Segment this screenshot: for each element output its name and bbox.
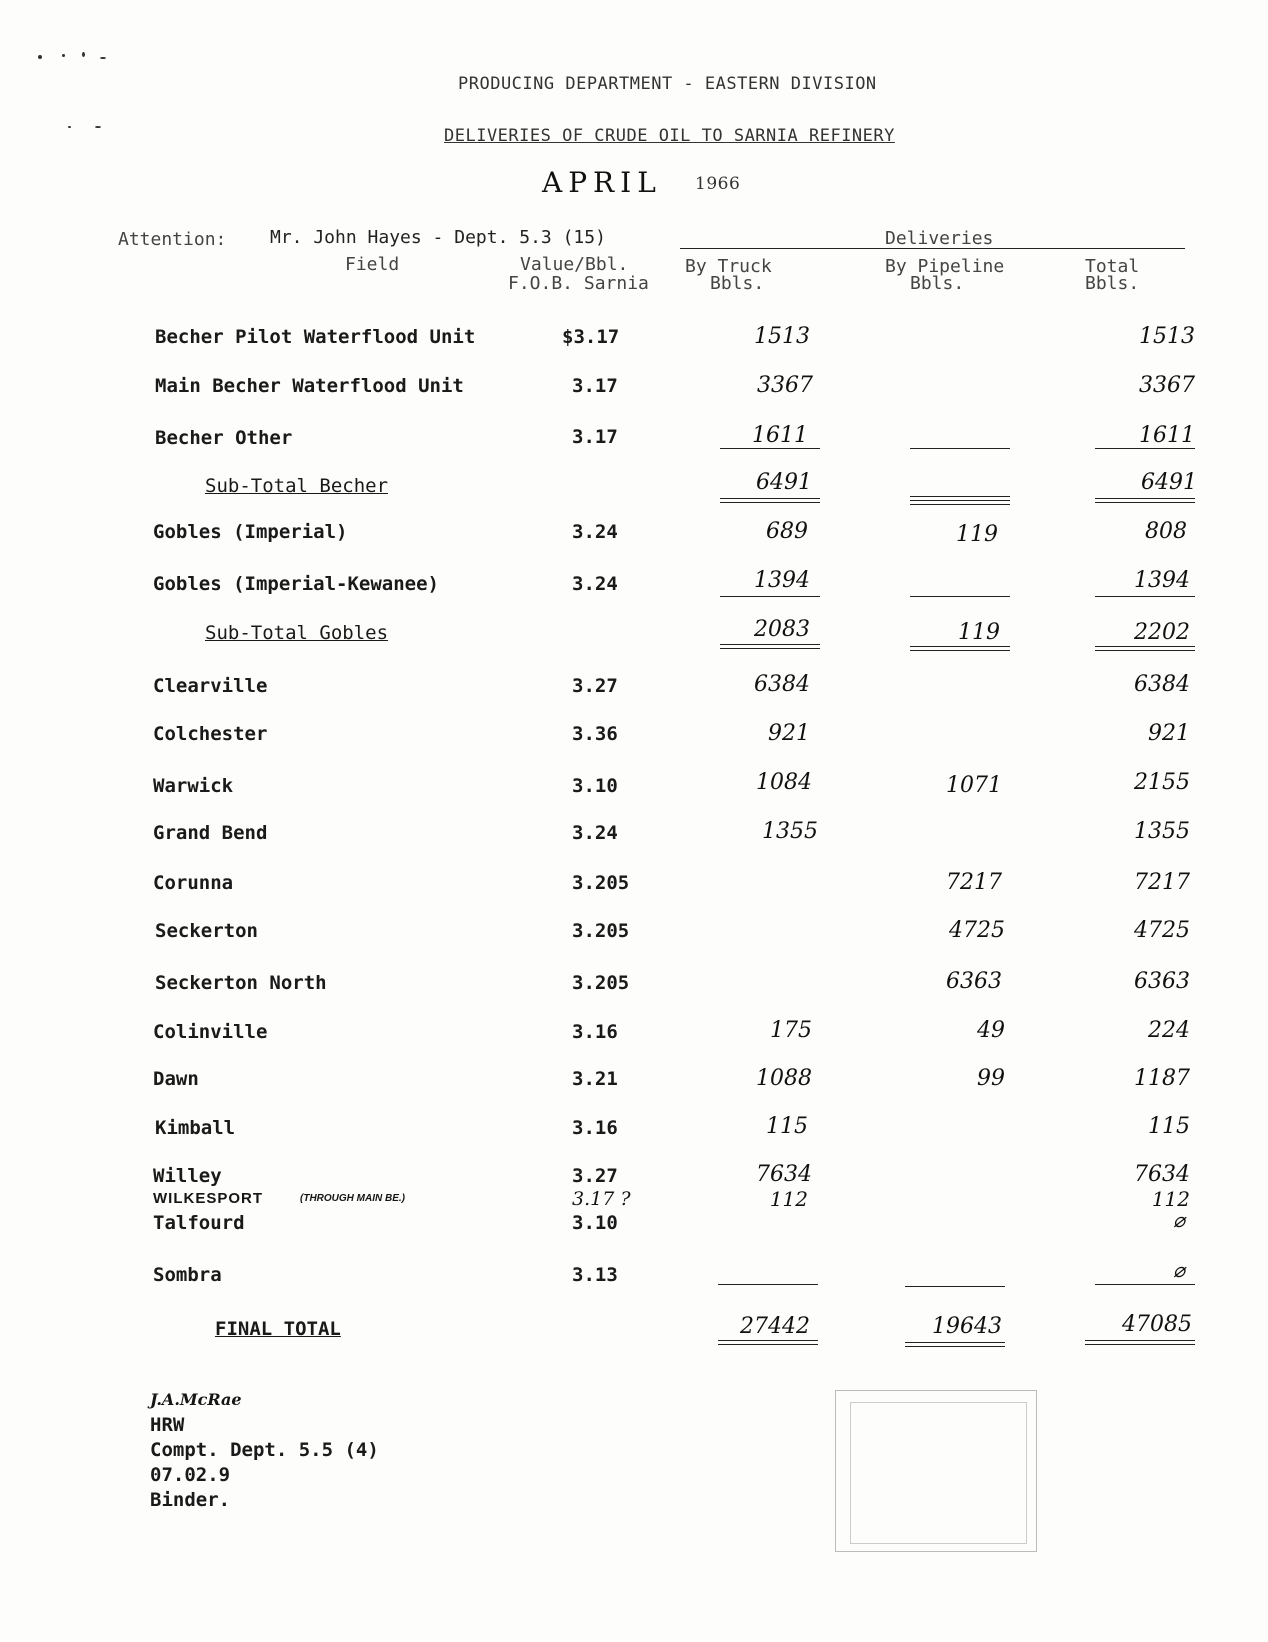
row-field: Seckerton North [155, 972, 327, 994]
row-total: 808 [1145, 519, 1187, 544]
subtotal-total: 2202 [1134, 620, 1190, 645]
row-truck: 1088 [756, 1066, 812, 1091]
row-pipeline: 119 [956, 522, 998, 547]
faint-stamp-inner [850, 1402, 1027, 1544]
col-field: Field [345, 254, 400, 275]
row-value: 3.16 [572, 1021, 618, 1043]
subtotal-label: Sub-Total Becher [205, 475, 389, 497]
row-field: Warwick [153, 775, 234, 797]
row-value: 3.13 [572, 1264, 618, 1286]
report-month: APRIL [542, 166, 662, 199]
col-pipeline-l1: By Pipeline [885, 256, 1005, 277]
row-pipeline: 1071 [946, 773, 1002, 798]
row-total: 1355 [1134, 819, 1190, 844]
row-truck: 7634 [756, 1162, 812, 1187]
row-truck: 112 [769, 1187, 808, 1211]
row-field: Sombra [153, 1264, 222, 1286]
row-truck: 1355 [762, 819, 818, 844]
row-field: Willey [153, 1165, 222, 1187]
report-title: DELIVERIES OF CRUDE OIL TO SARNIA REFINERY [444, 126, 895, 146]
row-value: 3.21 [572, 1068, 618, 1090]
row-total: 1513 [1139, 324, 1195, 349]
scan-speck [38, 55, 42, 59]
col-truck-l1: By Truck [685, 256, 772, 277]
row-truck: 921 [768, 721, 810, 746]
row-total: 6384 [1134, 672, 1190, 697]
row-value: 3.24 [572, 573, 618, 595]
row-field: Colinville [153, 1021, 268, 1043]
subtotal-label: Sub-Total Gobles [205, 622, 389, 644]
row-total: 2155 [1134, 770, 1190, 795]
row-total: 1394 [1134, 568, 1190, 593]
row-total: 112 [1151, 1187, 1190, 1211]
row-pipeline: 7217 [946, 870, 1002, 895]
row-truck: 175 [770, 1018, 812, 1043]
col-total-l1: Total [1085, 256, 1140, 277]
row-total: 7217 [1134, 870, 1190, 895]
row-pipeline: 99 [977, 1066, 1005, 1091]
row-total: 1611 [1139, 423, 1195, 448]
deliveries-heading: Deliveries [885, 228, 994, 249]
row-pipeline: 49 [977, 1018, 1005, 1043]
row-field: WILKESPORT [153, 1190, 263, 1207]
row-truck: 115 [766, 1114, 808, 1139]
row-field-note: (THROUGH MAIN BE.) [300, 1193, 405, 1204]
footer-initials: HRW [150, 1414, 185, 1436]
row-total: 224 [1148, 1018, 1190, 1043]
row-total: 921 [1148, 721, 1190, 746]
scan-speck [62, 54, 65, 57]
row-pipeline: 4725 [949, 918, 1005, 943]
row-total: 115 [1148, 1114, 1190, 1139]
row-field: Clearville [153, 675, 268, 697]
scan-speck [82, 52, 85, 57]
row-value: 3.27 [572, 1165, 618, 1187]
scan-speck [95, 126, 101, 128]
final-total-truck: 27442 [740, 1314, 810, 1339]
row-value: 3.205 [572, 872, 630, 894]
row-field: Main Becher Waterflood Unit [155, 375, 464, 397]
col-total-l2: Bbls. [1085, 273, 1140, 294]
row-value: 3.205 [572, 920, 630, 942]
subtotal-truck: 2083 [754, 617, 810, 642]
subtotal-truck: 6491 [756, 470, 812, 495]
row-field: Seckerton [155, 920, 258, 942]
report-year: 1966 [695, 174, 741, 194]
row-total: 7634 [1134, 1162, 1190, 1187]
row-total: 1187 [1134, 1066, 1190, 1091]
signature: J.A.McRae [150, 1390, 242, 1409]
row-total: 4725 [1134, 918, 1190, 943]
row-truck: 1611 [752, 423, 808, 448]
row-pipeline: 6363 [946, 969, 1002, 994]
attention-label: Attention: [118, 229, 227, 250]
row-truck: 3367 [757, 373, 813, 398]
final-total-label: FINAL TOTAL [215, 1318, 341, 1340]
row-value: 3.205 [572, 972, 630, 994]
row-value: 3.10 [572, 775, 618, 797]
row-total: ⌀ [1172, 1258, 1185, 1282]
row-field: Becher Pilot Waterflood Unit [155, 326, 476, 348]
row-field: Colchester [153, 723, 268, 745]
col-pipeline-l2: Bbls. [910, 273, 965, 294]
scan-speck [100, 57, 106, 59]
row-value: 3.17 [572, 426, 618, 448]
row-field: Becher Other [155, 427, 293, 449]
footer-copy-to: Compt. Dept. 5.5 (4) [150, 1439, 379, 1461]
row-field: Kimball [155, 1117, 236, 1139]
row-field: Talfourd [153, 1212, 245, 1234]
row-field: Dawn [153, 1068, 199, 1090]
subtotal-total: 6491 [1141, 470, 1197, 495]
row-field: Gobles (Imperial-Kewanee) [153, 573, 439, 595]
row-field: Gobles (Imperial) [153, 521, 348, 543]
col-value-l2: F.O.B. Sarnia [508, 273, 649, 294]
row-value: 3.36 [572, 723, 618, 745]
attention-recipient: Mr. John Hayes - Dept. 5.3 (15) [270, 227, 606, 248]
row-total: 3367 [1139, 373, 1195, 398]
final-total-total: 47085 [1122, 1312, 1192, 1337]
row-truck: 1513 [754, 324, 810, 349]
row-value: 3.17 [572, 375, 618, 397]
row-truck: 689 [766, 519, 808, 544]
col-value-l1: Value/Bbl. [520, 254, 629, 275]
row-value: 3.24 [572, 521, 618, 543]
subtotal-pipeline: 119 [958, 620, 1000, 645]
row-value: 3.17 ? [572, 1188, 631, 1210]
row-value: 3.16 [572, 1117, 618, 1139]
footer-file-number: 07.02.9 [150, 1464, 231, 1486]
footer-binder: Binder. [150, 1489, 231, 1511]
row-total: ⌀ [1172, 1208, 1185, 1232]
row-value: 3.24 [572, 822, 618, 844]
row-truck: 6384 [754, 672, 810, 697]
row-truck: 1394 [754, 568, 810, 593]
row-value: 3.27 [572, 675, 618, 697]
row-field: Corunna [153, 872, 234, 894]
row-value: 3.10 [572, 1212, 618, 1234]
scan-speck [68, 126, 71, 128]
final-total-pipeline: 19643 [932, 1314, 1002, 1339]
department-title: PRODUCING DEPARTMENT - EASTERN DIVISION [458, 74, 877, 94]
row-value: $3.17 [562, 326, 620, 348]
row-truck: 1084 [756, 770, 812, 795]
col-truck-l2: Bbls. [710, 273, 765, 294]
row-field: Grand Bend [153, 822, 268, 844]
row-total: 6363 [1134, 969, 1190, 994]
